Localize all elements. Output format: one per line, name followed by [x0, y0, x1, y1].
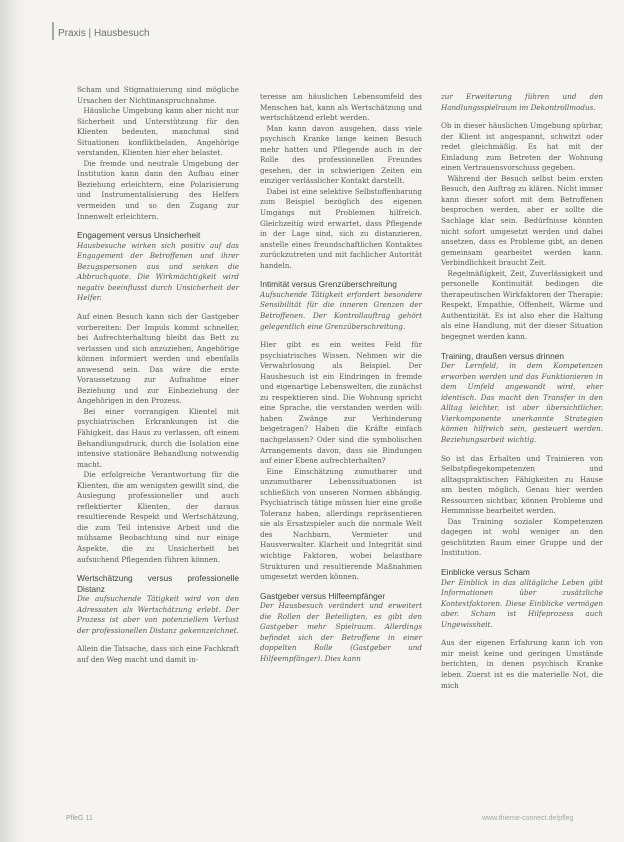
footer-website: www.thieme-connect.de/pfleg: [482, 815, 574, 822]
paragraph: Regelmäßigkeit, Zeit, Zuverlässigkeit und personelle Kontinuität bedingen die therapeutischen Wirkfaktoren der Therapie: Respekt, Empathie, Offenheit, Wärme und Authentizität. Es ist also eher die Haltung als eine Handlung, mit der dieser Situation begegnet werden kann.: [441, 268, 603, 342]
section-heading: Engagement versus Unsicherheit: [77, 230, 201, 241]
paragraph: Aus der eigenen Erfahrung kann ich von mir meist keine und geringen Umstände berichten, in denen psychisch Kranke leben. Zuerst ist es die materielle Not, die mich: [441, 638, 603, 690]
section-heading: Intimität versus Grenzüberschreitung: [260, 279, 397, 290]
section-heading: Training, draußen versus drinnen: [441, 350, 565, 361]
paragraph: So ist das Erhalten und Trainieren von Selbstpflegekompetenzen und alltagspraktischen Fähigkeiten zu Hause am besten möglich. Genau hier werden Ressourcen sichtbar, können Probleme und Hemmnisse bearbeitet werden.: [441, 453, 603, 516]
paragraph: Eine Einschätzung zumutbarer und unzumutbarer Lebenssituationen ist schließlich von unseren Normen abhängig. Psychiatrisch tätige müssen hier eine große Toleranz haben, allerdings repräsentieren sie als Ersatzspieler auch die normale Welt des Nachbarn, Vermieter und Hausverwalter. Klarheit und Integrität sind wichtige Faktoren, wobei belastbare Strukturen und resultierende Maßnahmen umgesetzt werden können.: [260, 466, 422, 582]
section-lead: Der Lernfeld, in dem Kompetenzen erworben werden und das Funktionieren in dem Umfeld angewandt wird, eher identisch. Das macht den Transfer in den Alltag leichter, ist aber übersichtlicher. Vierkomponente unerkannte Strategien können hilfreich sein, gesteuert werden. Beziehungsarbeit wichtig.: [441, 361, 603, 444]
page-binding-shadow: [0, 0, 26, 842]
paragraph: Das Training sozialer Kompetenzen dagegen ist wohl weniger an den geschützten Raum einer Gruppe und der Institution.: [441, 516, 603, 558]
section-lead: Die aufsuchende Tätigkeit wird von den Adressaten als Wertschätzung erlebt. Der Prozess ist aber von potenziellem Verlust der professionellen Distanz gekennzeichnet.: [77, 594, 239, 635]
paragraph: Scham und Stigmatisierung sind mögliche Ursachen der Nichtinanspruchnahme.: [77, 85, 239, 105]
paragraph: Während der Besuch selbst beim ersten Besuch, den Auftrag zu klären. Nicht immer kann dieser sofort mit dem Betroffenen besprochen werden, aber er sollte die Sachlage klar sein. Bedürfnisse könnten nicht sofort umgesetzt werden und dabei ansetzen, dass es Probleme gibt, an denen gemeinsam gearbeitet werden kann. Verbindlichkeit braucht Zeit.: [441, 173, 603, 268]
paragraph: Die fremde und neutrale Umgebung der Institution kann dann den Aufbau einer Beziehung erleichtern, eine Polarisierung und Instrumentalisierung des Helfers vermeiden und so den Zugang zur Innenwelt erleichtern.: [77, 158, 239, 221]
section-lead-continued: zur Erweiterung führen und den Handlungsspielraum im Dekontrollmodus.: [441, 92, 603, 112]
paragraph: Ob in dieser häuslichen Umgebung spürbar, der Klient ist angespannt, schwitzt oder redet gleichmäßig. Es hat mit der Einladung zum Betreten der Wohnung einen Vertrauensvorschuss gegeben.: [441, 121, 603, 173]
paragraph: Die erfolgreiche Verantwortung für die Klienten, die am wenigsten gewillt sind, die Auslegung professioneller und auch reflektierter Klienten, der daraus resultierende Respekt und Wertschätzung, die zum Teil intensive Arbeit und die mühsame Beobachtung sind nur einige Aspekte, die zu Unsicherheit bei aufsuchend Pflegenden führen können.: [77, 470, 239, 564]
paragraph: Allein die Tatsache, dass sich eine Fachkraft auf den Weg macht und damit in-: [77, 644, 239, 665]
paragraph: Dabei ist eine selektive Selbstoffenbarung zum Beispiel bezüglich des eigenen Umgangs mit Problemen hilfreich. Gleichzeitig wird erwartet, dass Pflegende in der Lage sind, sich zu distanzieren, anstelle eines freundschaftlichen Kontaktes zurückzutreten und mit fachlicher Autorität handeln.: [260, 186, 422, 270]
section-lead: Hausbesuche wirken sich positiv auf das Engagement der Betroffenen und ihrer Bezugspersonen aus und senken die Abbruchquote. Die Wirkmächtigkeit wird negativ beeinflusst durch Unsicherheit der Helfer.: [77, 240, 239, 303]
section-lead: Der Hausbesuch verändert und erweitert die Rollen der Beteiligten, es gibt den Gastgeber mehr Spielraum. Allerdings befindet sich der Betroffene in einer doppelten Rolle (Gastgeber und Hilfeempfänger). Dies kann: [260, 601, 422, 663]
page-number: PfleG 11: [66, 815, 93, 822]
text-column-1: [77, 85, 239, 666]
section-heading: Gastgeber versus Hilfeempfänger: [260, 590, 386, 601]
section-heading: Einblicke versus Scham: [441, 567, 530, 578]
paragraph: Bei einer vorrangigen Klientel mit psychiatrischen Erkrankungen ist die Fähigkeit, das Haus zu verlassen, oft einem Behandlungsdruck, durch die Isolation eine intensive stationäre Behandlung notwendig macht.: [77, 406, 239, 469]
text-column-2: [260, 92, 422, 673]
text-column-3: [441, 92, 603, 691]
section-lead: Aufsuchende Tätigkeit erfordert besondere Sensibilität für die inneren Grenzen der Betroffenen. Der Kontrollauftrag gehört gelegentlich eine Grenzüberschreitung.: [260, 289, 422, 331]
paragraph: Man kann davon ausgehen, dass viele psychisch Kranke lange keinen Besuch mehr hatten und Pflegende auch in der Rolle des professionellen Freundes gesehen, der in schwierigen Zeiten ein einziger verlässlicher Kontakt darstellt.: [260, 123, 422, 186]
paragraph: Auf einen Besuch kann sich der Gastgeber vorbereiten: Der Impuls kommt schneller, bei Aufrechterhaltung bleibt das Bett zu verlassen und sich anzuziehen, Angehörige können informiert werden und ebenfalls anwesend sein. Das wäre die erste Voraussetzung zur Aufnahme einer Beziehung und zur Einbeziehung der Angehörigen in den Prozess.: [77, 311, 239, 406]
running-header: Praxis | Hausbesuch: [58, 28, 150, 39]
header-rule: [52, 22, 54, 40]
section-lead: Der Einblick in das alltägliche Leben gibt Informationen über zusätzliche Kontextfaktoren. Diese Einblicke vermögen aber. Scham ist Hilfeprozess auch Ungewissheit.: [441, 577, 603, 629]
section-heading: Wertschätzung versus professionelle Distanz: [77, 573, 239, 594]
paragraph: Häusliche Umgebung kann aber nicht nur Sicherheit und Unterstützung für den Klienten bedeuten, manchmal sind Situationen konfliktbeladen, Angehörige verstanden, Klienten hier eher belastet.: [77, 106, 239, 158]
paragraph: teresse am häuslichen Lebensumfeld des Menschen hat, kann als Wertschätzung und wertschätzend erlebt werden.: [260, 92, 422, 123]
paragraph: Hier gibt es ein weites Feld für psychiatrisches Wissen. Nehmen wir die Verwahrlosung als Beispiel. Der Hausbesuch ist ein Eindringen in fremde und eigenartige Lebenswelten, die zunächst zu respektieren sind. Die Wohnung spricht eine Sprache, die verstanden werden will: haben Zwänge zur Verhinderung beigetragen? Haben die Kräfte einfach nachgelassen? Oder sind die symbolischen Arrangements davon, dass sie Bindungen auf einer Ebene aufrechterhalten?: [260, 340, 422, 466]
